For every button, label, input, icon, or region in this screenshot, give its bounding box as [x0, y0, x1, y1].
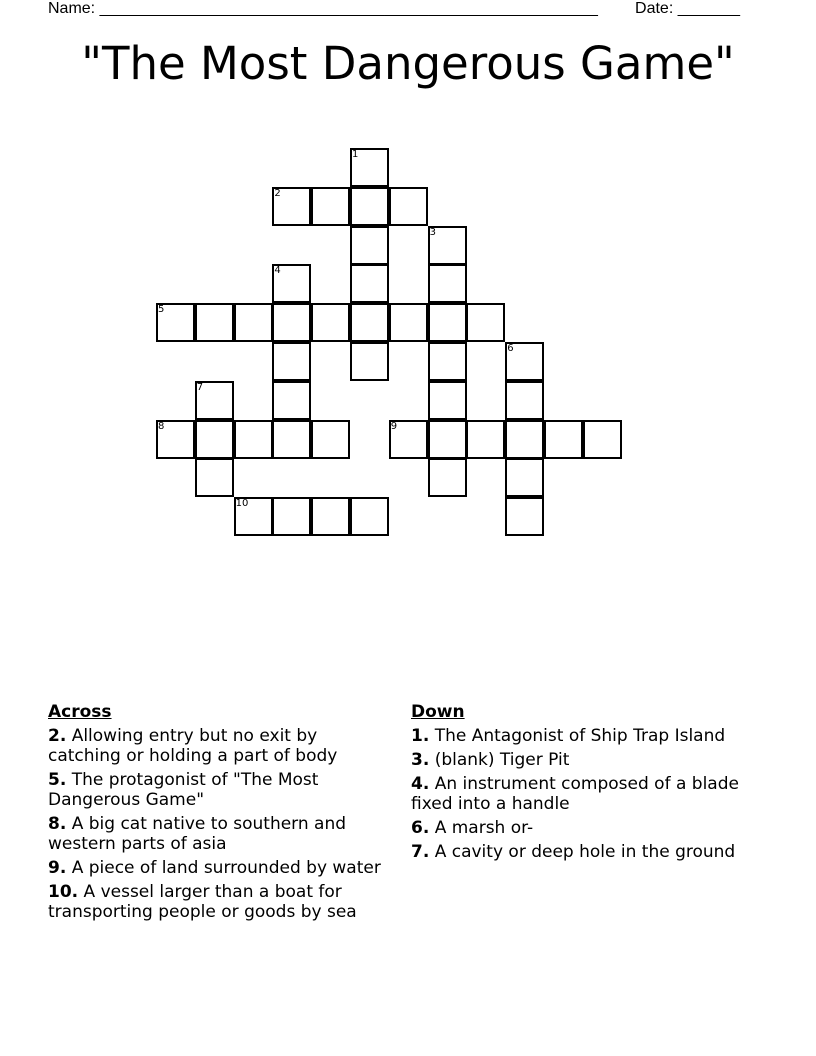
clue-number-label: 7 [196, 381, 204, 393]
crossword-cell[interactable] [311, 420, 350, 459]
crossword-cell[interactable] [428, 342, 467, 381]
clue-number-label: 9 [390, 420, 398, 432]
clue-number-label: 8 [158, 420, 165, 432]
clue-number-label: 4 [274, 265, 281, 277]
crossword-cell[interactable] [389, 303, 428, 342]
down-heading: Down [411, 702, 465, 722]
clue-number-label: 10 [235, 498, 249, 510]
clue-number: 3. [411, 750, 430, 770]
clue-number-label: 1 [352, 149, 359, 160]
clue-down-6 [411, 818, 756, 838]
clue-text: A marsh or- [434, 818, 534, 838]
clue-number: 2. [48, 726, 67, 746]
clue-text: (blank) Tiger Pit [434, 750, 570, 770]
clue-text: Allowing entry but no exit by catching or holding a part of body [48, 726, 338, 766]
clue-number: 5. [48, 770, 67, 790]
name-field-label: Name: ________________________________________________________ [48, 0, 598, 17]
crossword-cell[interactable] [195, 458, 234, 497]
clue-across-8 [48, 814, 393, 854]
clue-number-label: 5 [158, 304, 165, 316]
clue-text: An instrument composed of a blade fixed into a handle [411, 774, 739, 814]
crossword-cell[interactable] [272, 342, 311, 381]
clue-number: 8. [48, 814, 67, 834]
clue-text: A big cat native to southern and western parts of asia [48, 814, 347, 854]
clue-down-4 [411, 774, 756, 814]
crossword-cell[interactable] [428, 381, 467, 420]
crossword-cell[interactable] [466, 303, 505, 342]
crossword-cell[interactable] [505, 381, 544, 420]
across-heading: Across [48, 702, 112, 722]
crossword-cell[interactable] [234, 420, 273, 459]
clue-number: 7. [411, 842, 430, 862]
clue-text: A piece of land surrounded by water [71, 858, 381, 878]
clue-number: 1. [411, 726, 430, 746]
crossword-cell[interactable] [428, 303, 467, 342]
clue-text: The protagonist of "The Most Dangerous Game" [48, 770, 319, 810]
crossword-cell[interactable] [234, 303, 273, 342]
down-clues [411, 702, 756, 866]
clue-number-label: 2 [274, 187, 281, 199]
clue-across-9 [48, 858, 393, 878]
clue-across-10 [48, 882, 393, 922]
crossword-cell[interactable] [350, 342, 389, 381]
clue-number: 9. [48, 858, 67, 878]
page-title: "The Most Dangerous Game" [81, 37, 735, 90]
crossword-cell[interactable] [466, 420, 505, 459]
crossword-cell[interactable] [428, 420, 467, 459]
across-clues [48, 702, 393, 926]
crossword-cell[interactable] [350, 497, 389, 536]
clue-across-2 [48, 726, 393, 766]
clue-number-label: 3 [429, 226, 436, 238]
crossword-cell[interactable] [350, 264, 389, 303]
clue-text: The Antagonist of Ship Trap Island [434, 726, 726, 746]
crossword-cell[interactable] [272, 497, 311, 536]
clue-down-7 [411, 842, 756, 862]
crossword-cell[interactable] [272, 420, 311, 459]
crossword-cell[interactable] [350, 303, 389, 342]
clue-down-1 [411, 726, 756, 746]
date-field-label: Date: _______ [635, 0, 740, 17]
clue-text: A vessel larger than a boat for transporting people or goods by sea [48, 882, 357, 922]
crossword-cell[interactable] [311, 303, 350, 342]
crossword-cell[interactable] [544, 420, 583, 459]
clue-text: A cavity or deep hole in the ground [434, 842, 736, 862]
crossword-cell[interactable] [311, 187, 350, 226]
clue-number: 6. [411, 818, 430, 838]
crossword-cell[interactable] [350, 187, 389, 226]
clue-number-label: 6 [507, 343, 514, 354]
crossword-cell[interactable] [428, 458, 467, 497]
crossword-cell[interactable] [583, 420, 622, 459]
crossword-cell[interactable] [428, 264, 467, 303]
crossword-cell[interactable] [272, 381, 311, 420]
crossword-cell[interactable] [195, 420, 234, 459]
crossword-cell[interactable] [195, 303, 234, 342]
clue-number: 10. [48, 882, 79, 902]
clue-number: 4. [411, 774, 430, 794]
crossword-cell[interactable] [505, 420, 544, 459]
clue-across-5 [48, 770, 393, 810]
crossword-cell[interactable] [350, 226, 389, 265]
clue-down-3 [411, 750, 756, 770]
crossword-cell[interactable] [311, 497, 350, 536]
crossword-cell[interactable] [505, 458, 544, 497]
crossword-cell[interactable] [389, 187, 428, 226]
crossword-cell[interactable] [272, 303, 311, 342]
crossword-cell[interactable] [505, 497, 544, 536]
